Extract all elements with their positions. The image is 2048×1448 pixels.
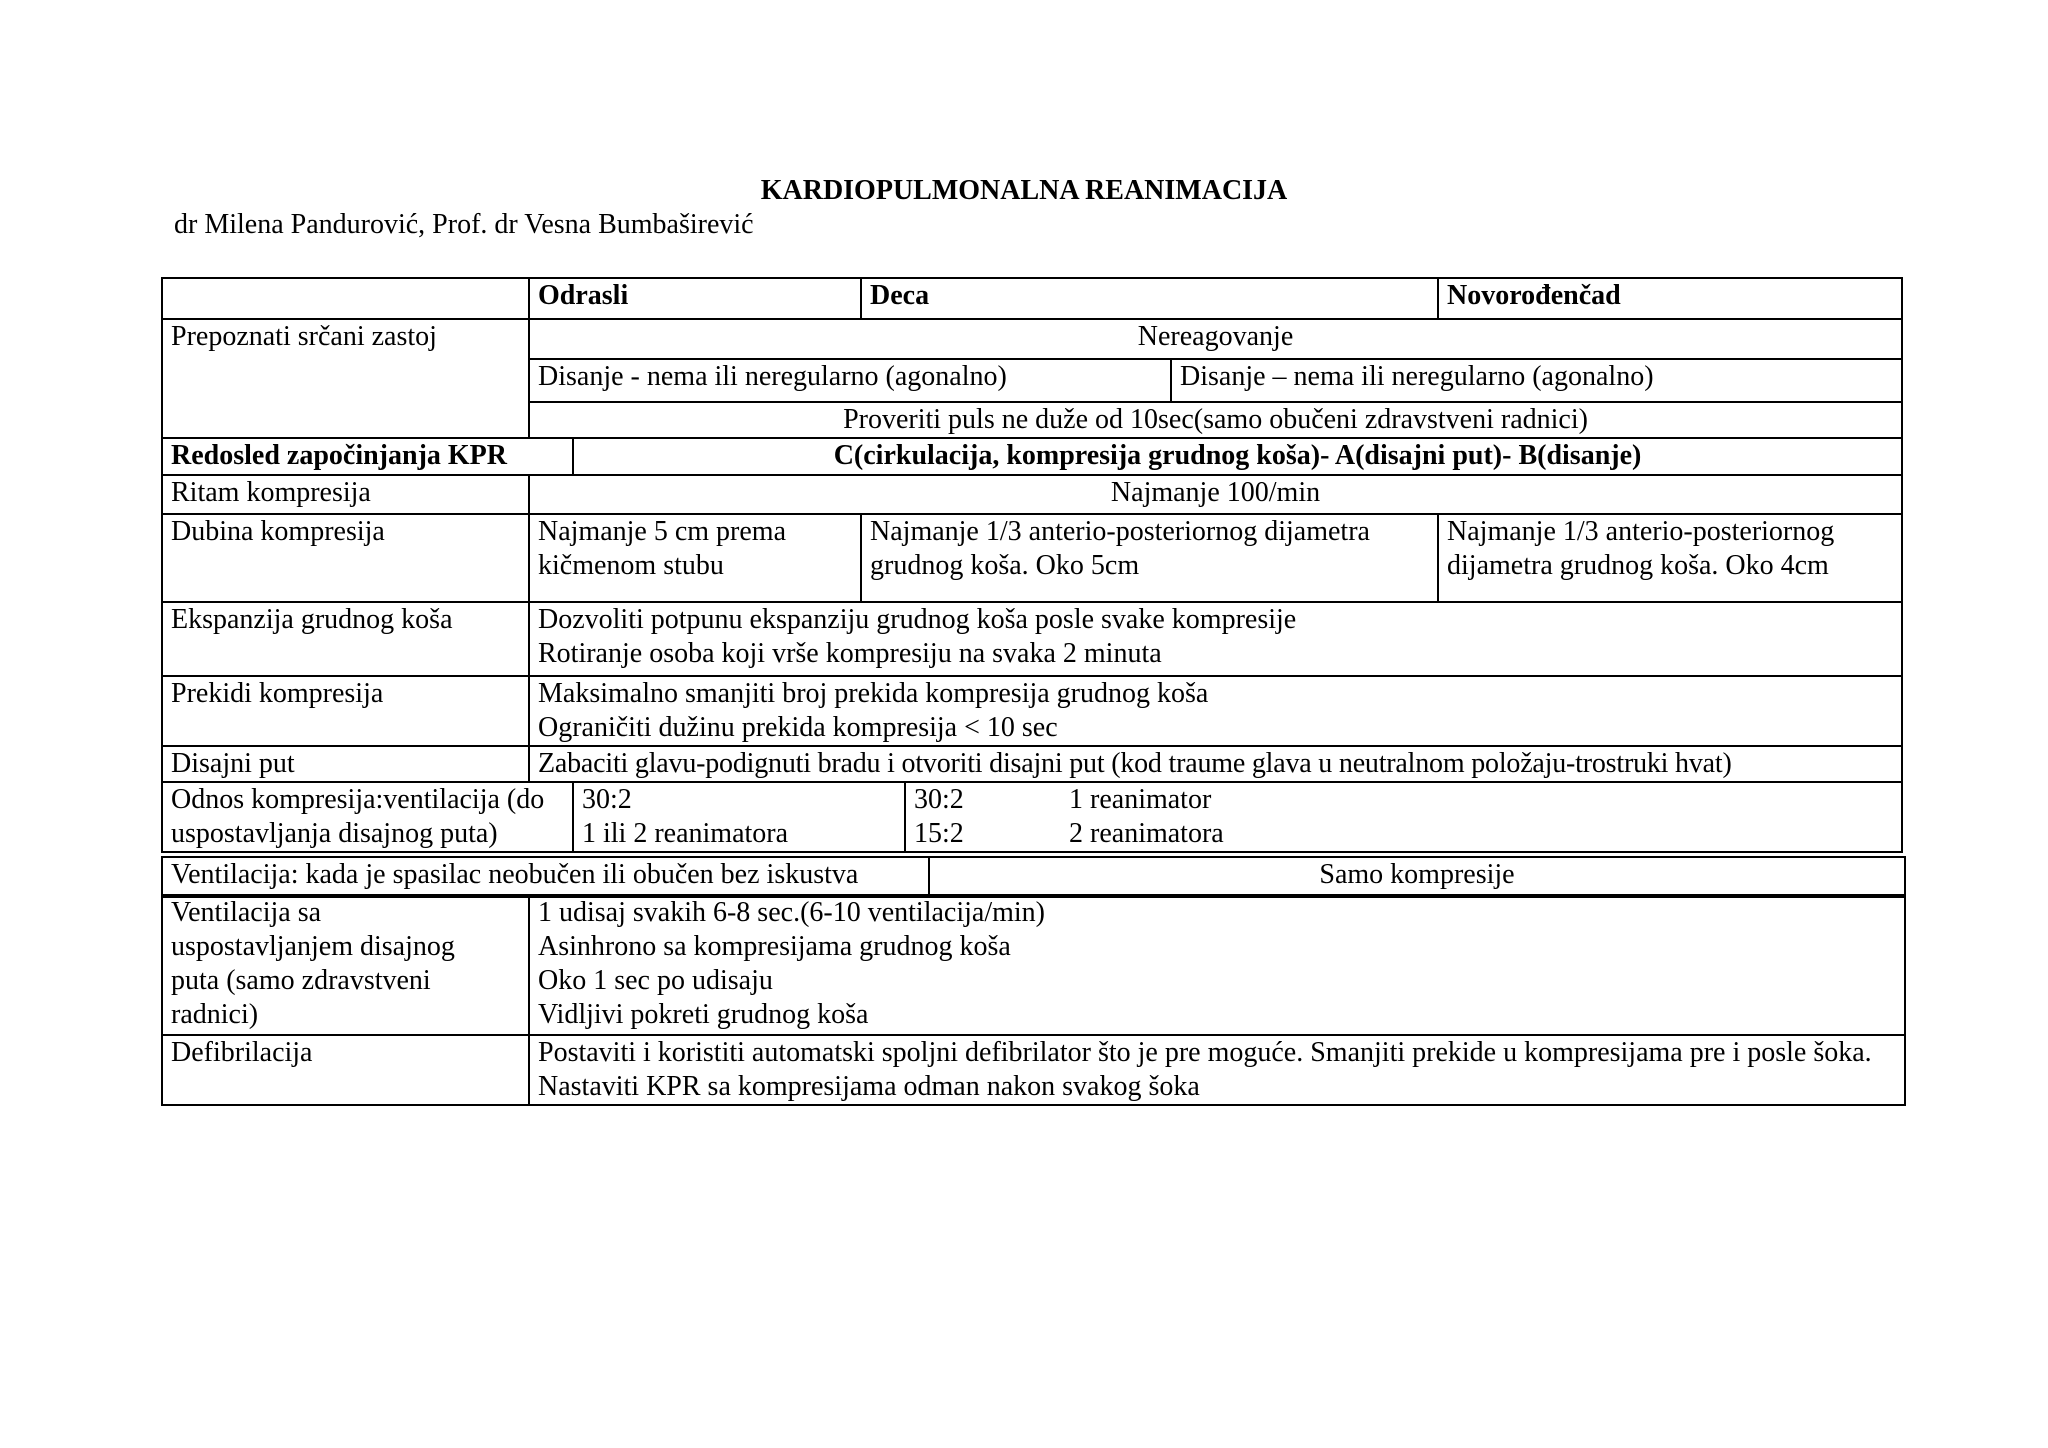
- sequence-label: Redosled započinjanja KPR: [162, 438, 573, 475]
- airway-row: [162, 746, 1902, 782]
- ratio-children-ratio-1: 30:2: [914, 784, 964, 815]
- recognize-row-1: [162, 319, 1902, 359]
- untrained-value: Samo kompresije: [929, 857, 1905, 897]
- ratio-children-line-1: [914, 783, 1893, 817]
- recognize-unresponsive: Nereagovanje: [529, 319, 1902, 359]
- depth-row: [162, 514, 1902, 602]
- defib-label: Defibrilacija: [162, 1035, 529, 1105]
- rate-label: Ritam kompresija: [162, 475, 529, 514]
- advanced-label-line-1: Ventilacija sa: [171, 897, 322, 928]
- header-row: [162, 278, 1902, 319]
- advanced-line-3: Oko 1 sec po udisaju: [538, 965, 773, 996]
- cpr-table-untrained: [161, 856, 1906, 898]
- interruptions-value: [529, 676, 1902, 746]
- recoil-label: Ekspanzija grudnog koša: [162, 602, 529, 676]
- interruptions-label: Prekidi kompresija: [162, 676, 529, 746]
- sequence-row: [162, 438, 1902, 475]
- interruptions-line-1: Maksimalno smanjiti broj prekida kompresija grudnog koša: [538, 678, 1209, 709]
- untrained-label: Ventilacija: kada je spasilac neobučen ili obučen bez iskustva: [162, 857, 929, 897]
- recognize-breathing-adults: Disanje - nema ili neregularno (agonalno): [529, 359, 1171, 402]
- advanced-line-4: Vidljivi pokreti grudnog koša: [538, 999, 869, 1030]
- rate-value: Najmanje 100/min: [529, 475, 1902, 514]
- recoil-line-1: Dozvoliti potpunu ekspanziju grudnog koša posle svake kompresije: [538, 604, 1297, 635]
- advanced-label: [162, 895, 529, 1035]
- advanced-label-line-2: uspostavljanjem disajnog: [171, 931, 455, 962]
- recognize-pulse: Proveriti puls ne duže od 10sec(samo obučeni zdravstveni radnici): [529, 402, 1902, 438]
- ratio-label-line-2: uspostavljanja disajnog puta): [171, 818, 498, 849]
- header-newborns: Novorođenčad: [1438, 278, 1902, 319]
- ratio-adults-line-1: 30:2: [582, 784, 632, 815]
- interruptions-row: [162, 676, 1902, 746]
- interruptions-line-2: Ograničiti dužinu prekida kompresija < 10 sec: [538, 712, 1058, 743]
- depth-adults: Najmanje 5 cm prema kičmenom stubu: [529, 514, 861, 602]
- header-children: Deca: [861, 278, 1438, 319]
- document-title: KARDIOPULMONALNA REANIMACIJA: [760, 175, 1288, 206]
- cpr-table-advanced: [161, 894, 1906, 1106]
- advanced-label-line-4: radnici): [171, 999, 259, 1030]
- recoil-line-2: Rotiranje osoba koji vrše kompresiju na svaka 2 minuta: [538, 638, 1162, 669]
- header-empty-cell: [162, 278, 529, 319]
- ratio-label-line-1: Odnos kompresija:ventilacija (do: [171, 784, 545, 815]
- airway-label: Disajni put: [162, 746, 529, 782]
- untrained-row: [162, 857, 1905, 897]
- recoil-value: [529, 602, 1902, 676]
- depth-children: Najmanje 1/3 anterio-posteriornog dijametra grudnog koša. Oko 5cm: [861, 514, 1438, 602]
- ratio-children-rescuers-1: 1 reanimator: [1069, 784, 1212, 815]
- recognize-label: Prepoznati srčani zastoj: [162, 319, 529, 438]
- sequence-value: C(cirkulacija, kompresija grudnog koša)- A(disajni put)- B(disanje): [573, 438, 1902, 475]
- rate-row: [162, 475, 1902, 514]
- recoil-row: [162, 602, 1902, 676]
- depth-label: Dubina kompresija: [162, 514, 529, 602]
- advanced-label-line-3: puta (samo zdravstveni: [171, 965, 431, 996]
- airway-value: Zabaciti glavu-podignuti bradu i otvoriti disajni put (kod traume glava u neutralnom položaju-trostruki hvat): [529, 746, 1902, 782]
- ratio-row: [162, 782, 1902, 852]
- advanced-line-2: Asinhrono sa kompresijama grudnog koša: [538, 931, 1011, 962]
- ratio-adults-line-2: 1 ili 2 reanimatora: [582, 818, 789, 849]
- ratio-children-rescuers-2: 2 reanimatora: [1069, 818, 1224, 849]
- advanced-row: [162, 895, 1905, 1035]
- defib-row: [162, 1035, 1905, 1105]
- depth-newborns: Najmanje 1/3 anterio-posteriornog dijametra grudnog koša. Oko 4cm: [1438, 514, 1902, 602]
- ratio-adults: [573, 782, 905, 852]
- defib-value: Postaviti i koristiti automatski spoljni defibrilator što je pre moguće. Smanjiti prekide u kompresijama pre i posle šoka. Nastaviti KPR sa kompresijama odman nakon svakog šoka: [529, 1035, 1905, 1105]
- document-authors: dr Milena Pandurović, Prof. dr Vesna Bumbaširević: [174, 209, 754, 240]
- ratio-children-ratio-2: 15:2: [914, 818, 964, 849]
- ratio-children: [905, 782, 1902, 852]
- ratio-label: [162, 782, 573, 852]
- advanced-line-1: 1 udisaj svakih 6-8 sec.(6-10 ventilacija/min): [538, 897, 1045, 928]
- cpr-table-main: [161, 277, 1903, 853]
- recognize-breathing-children: Disanje – nema ili neregularno (agonalno): [1171, 359, 1902, 402]
- advanced-value: [529, 895, 1905, 1035]
- header-adults: Odrasli: [529, 278, 861, 319]
- ratio-children-line-2: [914, 817, 1893, 851]
